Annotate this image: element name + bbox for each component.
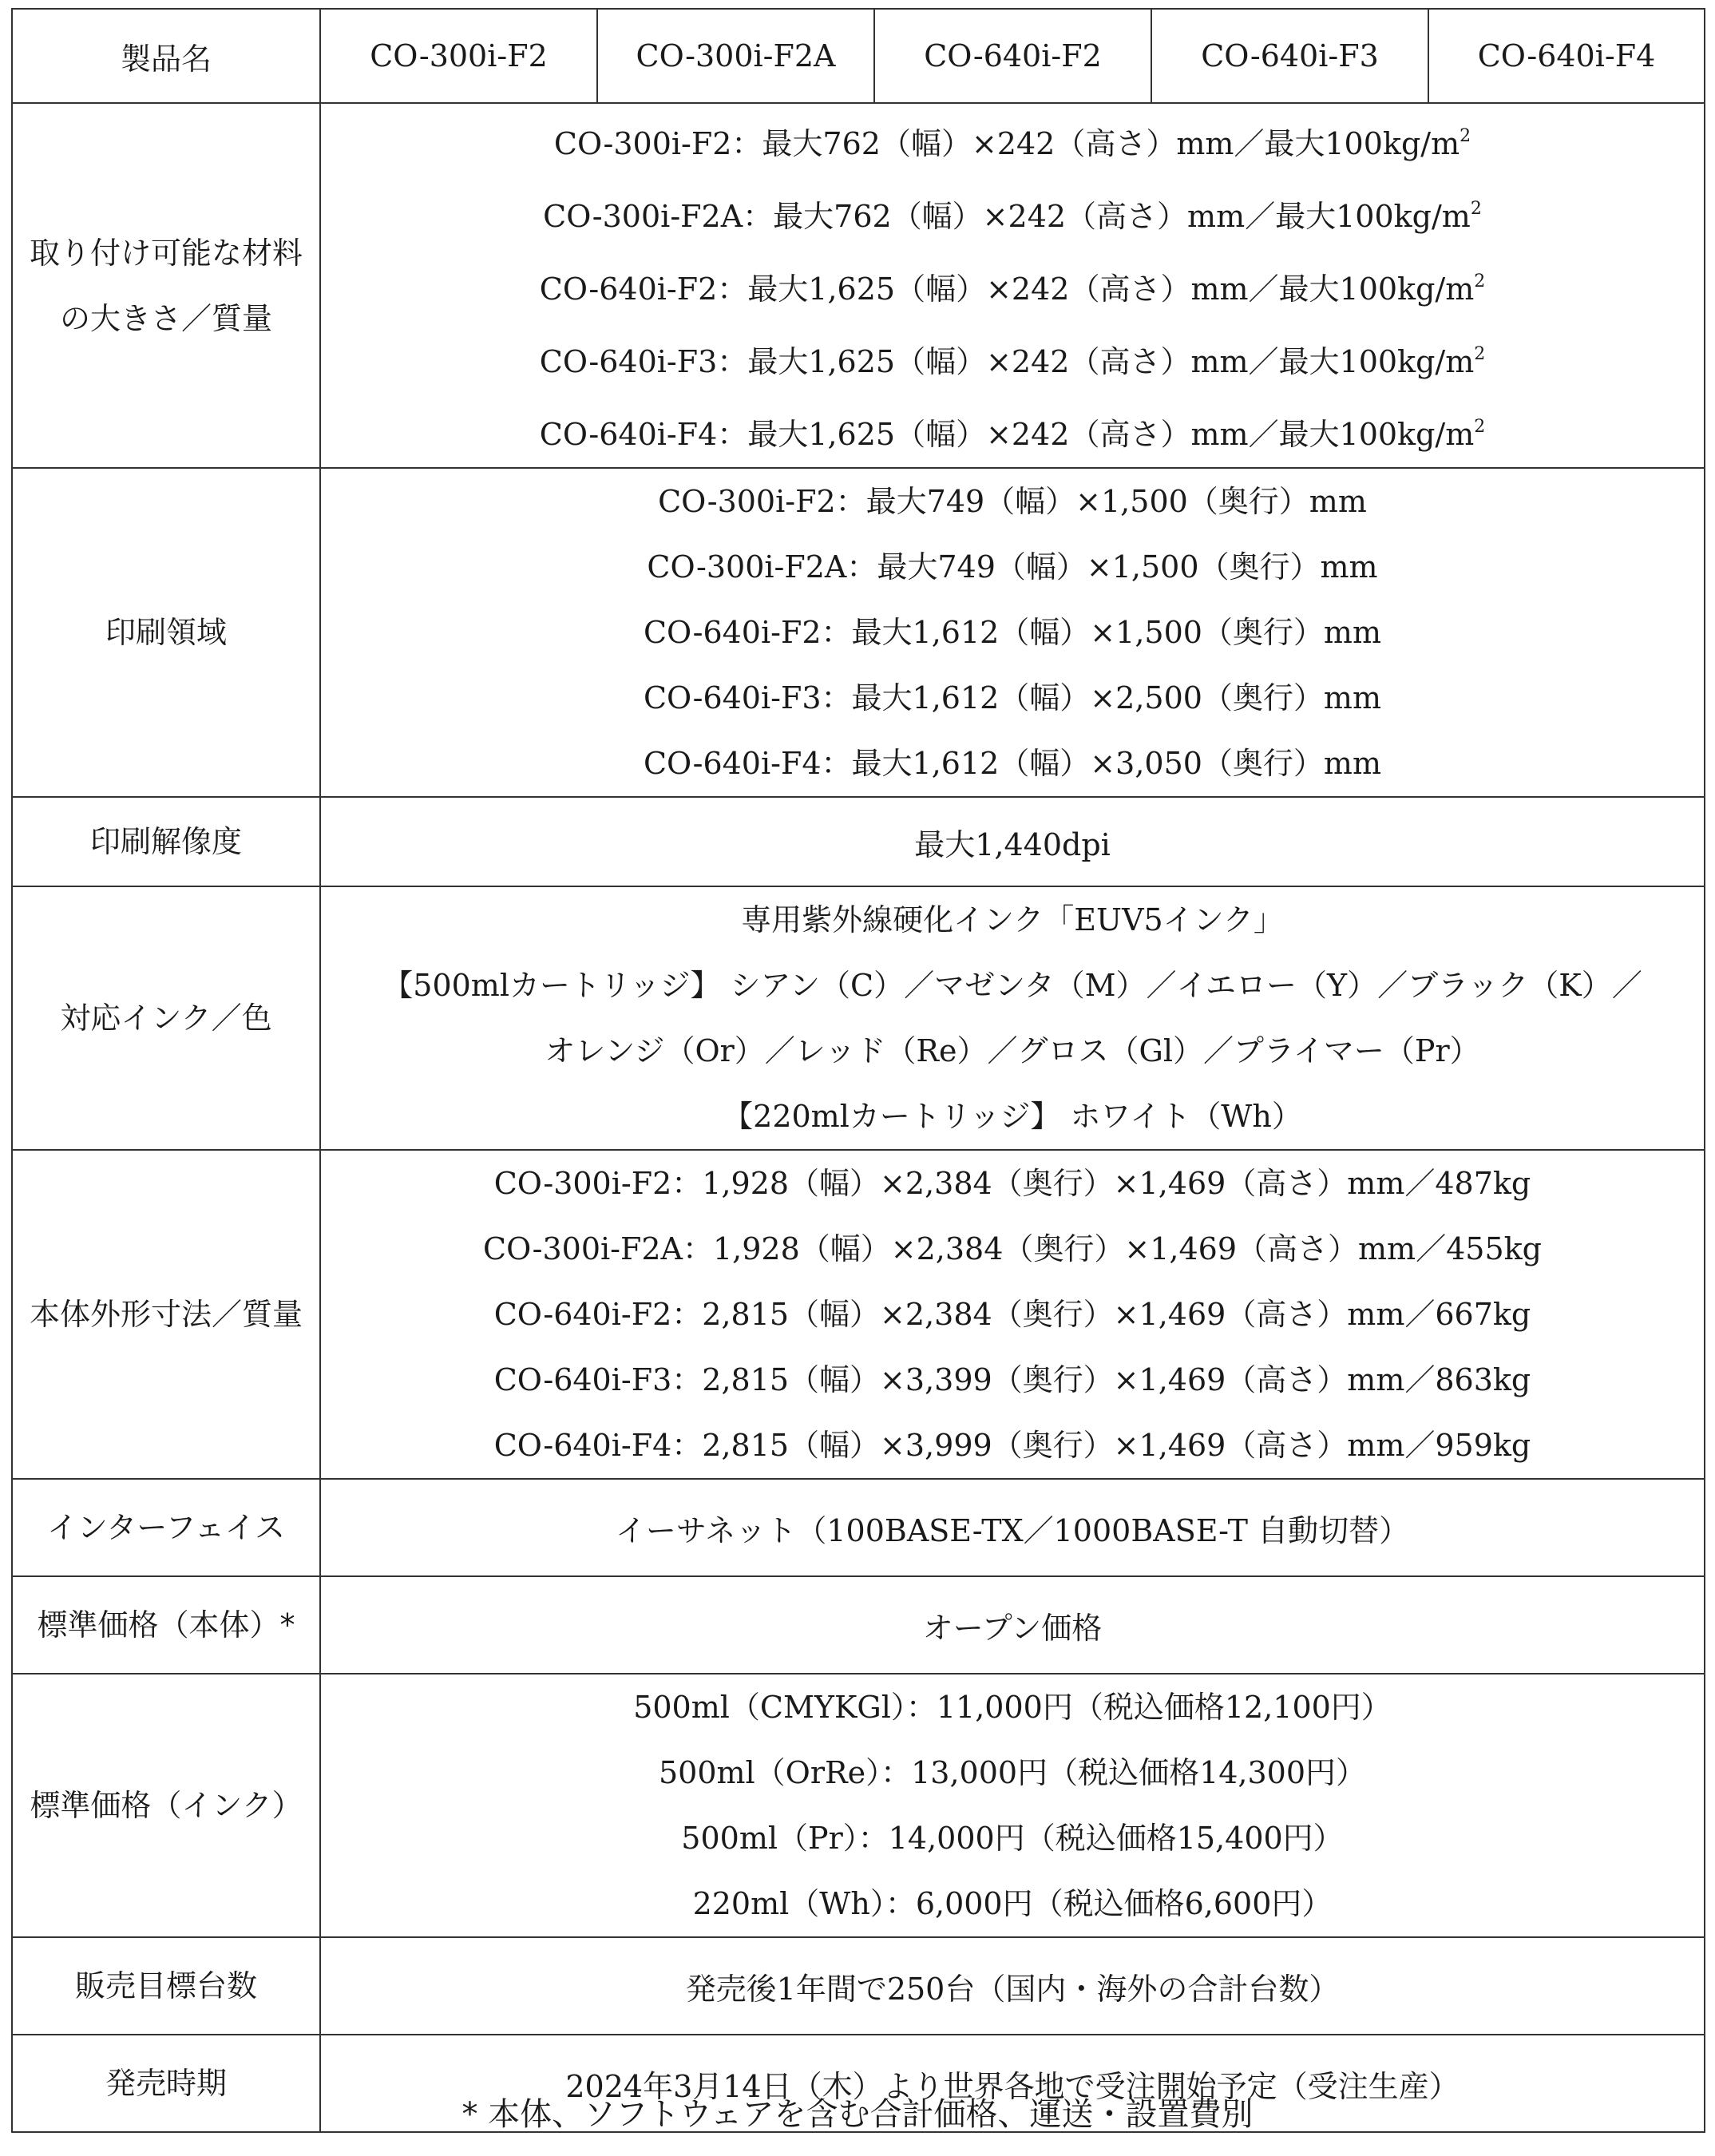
row-value xyxy=(320,103,1705,468)
print-area-row xyxy=(12,468,1705,797)
price-ink-row xyxy=(12,1674,1705,1937)
value-line: CO-300i-F2：最大762（幅）×242（高さ）mm／最大$100kg/m^2$ xyxy=(553,126,1471,161)
value-line: 500ml（CMYKGl）：11,000円（税込価格12,100円） xyxy=(633,1690,1392,1725)
model-header: CO-640i-F2 xyxy=(874,9,1151,103)
value-line: CO-640i-F3：2,815（幅）×3,399（奥行）×1,469（高さ）mm／863kg xyxy=(493,1362,1531,1397)
footnote: * 本体、ソフトウェアを含む合計価格、運送・設置費別 xyxy=(461,2096,1254,2133)
row-label: 対応インク／色 xyxy=(12,886,320,1150)
value-line: CO-300i-F2A：1,928（幅）×2,384（奥行）×1,469（高さ）mm／455kg xyxy=(483,1231,1542,1266)
value-line: オレンジ（Or）／レッド（Re）／グロス（Gl）／プライマー（Pr） xyxy=(545,1033,1480,1068)
value-line: CO-300i-F2：1,928（幅）×2,384（奥行）×1,469（高さ）mm／487kg xyxy=(493,1166,1531,1201)
value-line: CO-640i-F4：2,815（幅）×3,999（奥行）×1,469（高さ）mm／959kg xyxy=(493,1428,1531,1463)
row-value: オープン価格 xyxy=(320,1576,1705,1674)
row-label: 販売目標台数 xyxy=(12,1937,320,2035)
row-label: 印刷解像度 xyxy=(12,797,320,886)
row-value xyxy=(320,886,1705,1150)
row-value: 2024年3月14日（木）より世界各地で受注開始予定（受注生産） xyxy=(320,2035,1705,2132)
material-row xyxy=(12,103,1705,468)
value-line: 500ml（OrRe）：13,000円（税込価格14,300円） xyxy=(658,1755,1367,1790)
model-header: CO-640i-F3 xyxy=(1151,9,1428,103)
value-line: CO-300i-F2A：最大749（幅）×1,500（奥行）mm xyxy=(647,549,1378,585)
value-line: CO-640i-F3：最大1,625（幅）×242（高さ）mm／最大$100kg/m^2$ xyxy=(539,344,1486,379)
value-line: CO-640i-F2：最大1,625（幅）×242（高さ）mm／最大$100kg/m^2$ xyxy=(539,271,1486,307)
value-line: 【220mlカートリッジ】 ホワイト（Wh） xyxy=(723,1099,1302,1134)
value-line: CO-640i-F4：最大1,612（幅）×3,050（奥行）mm xyxy=(643,746,1381,781)
value-line: 専用紫外線硬化インク「EUV5インク」 xyxy=(741,902,1284,937)
row-value xyxy=(320,1150,1705,1479)
model-header: CO-300i-F2 xyxy=(320,9,597,103)
row-label: 標準価格（インク） xyxy=(12,1674,320,1937)
row-value xyxy=(320,1674,1705,1937)
row-label: 取り付け可能な材料の大きさ／質量 xyxy=(12,103,320,468)
row-label: 印刷領域 xyxy=(12,468,320,797)
price-body-row xyxy=(12,1576,1705,1674)
row-label: 標準価格（本体）* xyxy=(12,1576,320,1674)
row-label: 発売時期 xyxy=(12,2035,320,2132)
row-label: 本体外形寸法／質量 xyxy=(12,1150,320,1479)
dimensions-row xyxy=(12,1150,1705,1479)
value-line: CO-300i-F2A：最大762（幅）×242（高さ）mm／最大$100kg/m^2$ xyxy=(543,199,1482,234)
row-value: 発売後1年間で250台（国内・海外の合計台数） xyxy=(320,1937,1705,2035)
value-line: 【500mlカートリッジ】 シアン（C）／マゼンタ（M）／イエロー（Y）／ブラック（K）／ xyxy=(382,968,1642,1003)
spec-table xyxy=(11,8,1705,2133)
ink-row xyxy=(12,886,1705,1150)
row-label: インターフェイス xyxy=(12,1479,320,1576)
value-line: CO-640i-F4：最大1,625（幅）×242（高さ）mm／最大$100kg/m^2$ xyxy=(539,417,1486,452)
value-line: CO-640i-F2：2,815（幅）×2,384（奥行）×1,469（高さ）mm／667kg xyxy=(493,1297,1531,1332)
header-row xyxy=(12,9,1705,103)
value-line: 220ml（Wh）：6,000円（税込価格6,600円） xyxy=(692,1886,1333,1921)
value-line: 500ml（Pr）：14,000円（税込価格15,400円） xyxy=(681,1821,1344,1856)
interface-row xyxy=(12,1479,1705,1576)
value-line: CO-640i-F2：最大1,612（幅）×1,500（奥行）mm xyxy=(643,615,1381,650)
row-value xyxy=(320,468,1705,797)
resolution-row xyxy=(12,797,1705,886)
product-name-header: 製品名 xyxy=(12,9,320,103)
value-line: CO-640i-F3：最大1,612（幅）×2,500（奥行）mm xyxy=(643,680,1381,715)
row-value: イーサネット（100BASE-TX／1000BASE-T 自動切替） xyxy=(320,1479,1705,1576)
sales-target-row xyxy=(12,1937,1705,2035)
model-header: CO-300i-F2A xyxy=(597,9,874,103)
model-header: CO-640i-F4 xyxy=(1428,9,1705,103)
value-line: CO-300i-F2：最大749（幅）×1,500（奥行）mm xyxy=(658,484,1367,519)
row-value: 最大1,440dpi xyxy=(320,797,1705,886)
